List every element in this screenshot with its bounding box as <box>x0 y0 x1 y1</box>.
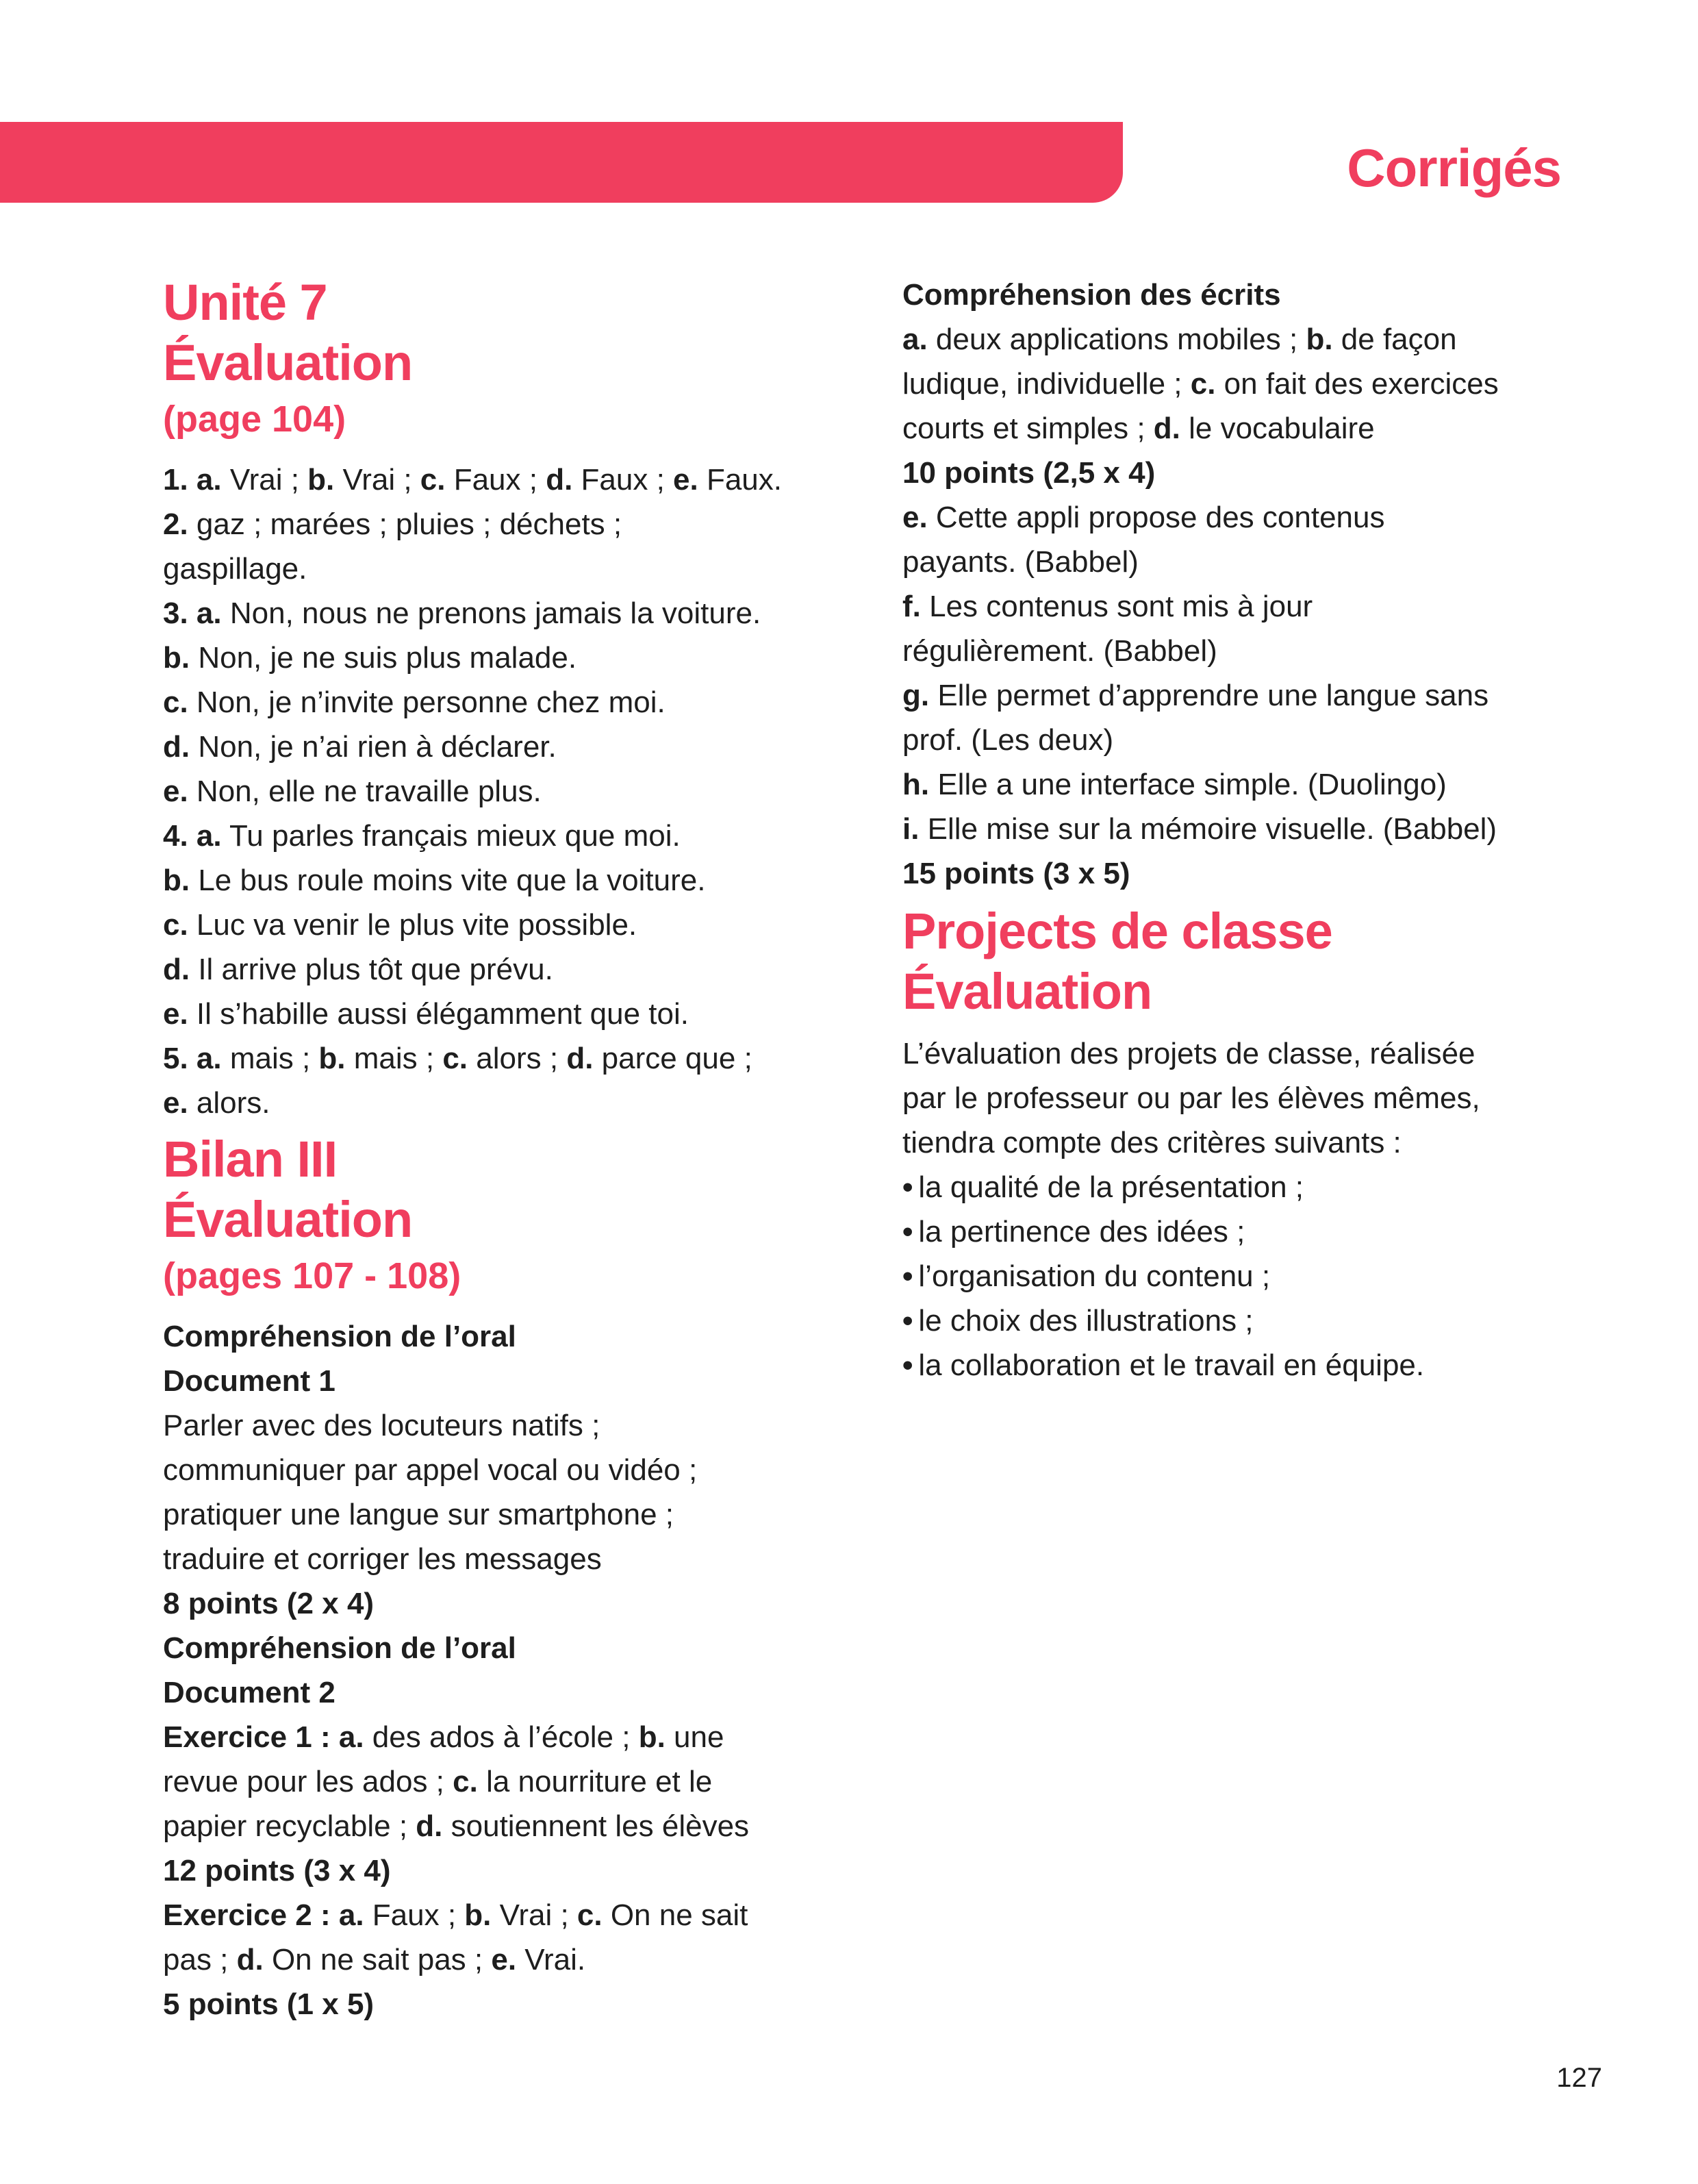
criteria-text: le choix des illustrations ; <box>918 1304 1254 1338</box>
answer-text: Non, je ne suis plus malade. <box>190 641 577 675</box>
criteria-text: la qualité de la présentation ; <box>918 1170 1304 1204</box>
answer-line <box>163 1715 848 1759</box>
section-title: Projects de classe <box>902 903 1332 959</box>
answer-text: le vocabulaire <box>1180 412 1375 445</box>
criteria-text: la pertinence des idées ; <box>918 1215 1245 1248</box>
answer-text: alors ; <box>468 1042 567 1075</box>
answer-text: Non, elle ne travaille plus. <box>188 775 542 808</box>
answer-line <box>163 1848 848 1893</box>
answer-label: Compréhension de l’oral <box>163 1320 516 1353</box>
section-subtitle: (pages 107 - 108) <box>163 1255 461 1296</box>
answer-line <box>902 629 1587 673</box>
answer-label: b. <box>307 463 335 497</box>
section-title: Unité 7 <box>163 274 327 331</box>
answer-label: 10 points (2,5 x 4) <box>902 456 1156 490</box>
answer-line <box>163 591 848 636</box>
answer-text: Non, nous ne prenons jamais la voiture. <box>221 597 761 630</box>
answer-text: pas ; <box>163 1943 237 1976</box>
answer-text: pratiquer une langue sur smartphone ; <box>163 1498 674 1531</box>
answer-text: Cette appli propose des contenus <box>927 501 1385 534</box>
answer-label: e. <box>491 1943 517 1976</box>
answer-label: 5 points (1 x 5) <box>163 1987 375 2021</box>
answer-line <box>163 502 848 547</box>
answer-label: Document 1 <box>163 1364 335 1398</box>
answer-text: une <box>665 1720 724 1754</box>
answer-label: g. <box>902 679 930 712</box>
answer-label: 12 points (3 x 4) <box>163 1854 391 1887</box>
criteria-item <box>902 1254 1587 1298</box>
intro-line: par le professeur ou par les élèves mêmes, <box>902 1081 1480 1115</box>
answer-text: deux applications mobiles ; <box>927 323 1306 356</box>
criteria-item <box>902 1298 1587 1343</box>
bullet-icon: • <box>902 1304 913 1338</box>
answer-line <box>163 1314 848 1359</box>
criteria-text: l’organisation du contenu ; <box>918 1259 1271 1293</box>
answer-line <box>902 273 1587 317</box>
answer-text: mais ; <box>345 1042 443 1075</box>
answer-label: c. <box>420 463 446 497</box>
answer-label: d. <box>163 730 190 764</box>
answer-line <box>163 814 848 858</box>
answer-label: Document 2 <box>163 1676 335 1709</box>
answer-text: Elle a une interface simple. (Duolingo) <box>929 768 1447 801</box>
answer-label: Exercice 2 : a. <box>163 1898 364 1932</box>
answer-line <box>163 725 848 769</box>
answer-text: Elle mise sur la mémoire visuelle. (Babbel) <box>919 812 1497 846</box>
answer-text: régulièrement. (Babbel) <box>902 634 1217 668</box>
answer-label: e. <box>163 1086 188 1120</box>
answer-text: Faux ; <box>364 1898 465 1932</box>
header-title: Corrigés <box>1347 138 1561 198</box>
answer-label: d. <box>236 1943 264 1976</box>
answer-line <box>163 1537 848 1581</box>
answer-line <box>902 718 1587 762</box>
answer-text: parce que ; <box>593 1042 752 1075</box>
answer-line <box>163 1448 848 1492</box>
answer-text: Non, je n’ai rien à déclarer. <box>190 730 557 764</box>
answer-line <box>163 547 848 591</box>
answer-label: e. <box>673 463 698 497</box>
answer-label: i. <box>902 812 920 846</box>
answer-line <box>163 992 848 1036</box>
answer-text: communiquer par appel vocal ou vidéo ; <box>163 1453 698 1487</box>
answer-label: b. <box>1306 323 1333 356</box>
answer-text: Il s’habille aussi élégamment que toi. <box>188 997 689 1031</box>
section-bilan-iii <box>163 1129 848 2026</box>
answer-label: b. <box>163 864 190 897</box>
answer-line <box>902 851 1587 896</box>
section-projects-de-classe <box>902 901 1587 1388</box>
answer-label: 1. a. <box>163 463 222 497</box>
answer-text: Parler avec des locuteurs natifs ; <box>163 1409 600 1442</box>
answer-label: 3. a. <box>163 597 222 630</box>
answer-text: courts et simples ; <box>902 412 1154 445</box>
bullet-icon: • <box>902 1348 913 1382</box>
answer-line <box>902 495 1587 540</box>
right-column <box>902 273 1587 1388</box>
section-comprehension-ecrits <box>902 273 1587 896</box>
answer-line <box>163 1081 848 1125</box>
answer-label: d. <box>416 1809 443 1843</box>
criteria-item <box>902 1343 1587 1388</box>
answer-label: e. <box>163 775 188 808</box>
answer-line <box>163 457 848 502</box>
answer-label: c. <box>453 1765 478 1798</box>
answer-text: Vrai ; <box>221 463 308 497</box>
intro-line: tiendra compte des critères suivants : <box>902 1126 1402 1159</box>
answer-text: traduire et corriger les messages <box>163 1542 602 1576</box>
answer-line <box>902 673 1587 718</box>
answer-line <box>163 1982 848 2026</box>
answer-line <box>163 1670 848 1715</box>
criteria-item <box>902 1165 1587 1209</box>
answer-line <box>163 1804 848 1848</box>
answer-text: Vrai ; <box>491 1898 577 1932</box>
answer-label: b. <box>318 1042 346 1075</box>
answer-text: Tu parles français mieux que moi. <box>221 819 681 853</box>
answer-label: 8 points (2 x 4) <box>163 1587 375 1620</box>
answer-text: Faux ; <box>445 463 546 497</box>
left-column <box>163 273 848 2026</box>
answer-text: gaspillage. <box>163 552 307 586</box>
answer-label: d. <box>163 953 190 986</box>
page-number: 127 <box>1556 2063 1602 2093</box>
criteria-text: la collaboration et le travail en équipe. <box>918 1348 1425 1382</box>
answer-line <box>163 1581 848 1626</box>
answer-line <box>163 1893 848 1937</box>
answer-lines <box>163 457 848 1125</box>
answer-line <box>163 769 848 814</box>
answer-label: c. <box>163 686 188 719</box>
answer-line <box>902 362 1587 406</box>
answer-text: revue pour les ados ; <box>163 1765 453 1798</box>
answer-line <box>163 903 848 947</box>
answer-line <box>163 1036 848 1081</box>
answer-text: Le bus roule moins vite que la voiture. <box>190 864 706 897</box>
answer-text: Faux. <box>698 463 782 497</box>
answer-label: Compréhension de l’oral <box>163 1631 516 1665</box>
answer-line <box>902 317 1587 362</box>
section-unite-7 <box>163 273 848 1125</box>
answer-text: Il arrive plus tôt que prévu. <box>190 953 553 986</box>
answer-text: Vrai ; <box>334 463 420 497</box>
header-banner <box>0 122 1123 203</box>
answer-label: c. <box>576 1898 603 1932</box>
answer-label: 2. <box>163 507 188 541</box>
answer-line <box>163 1403 848 1448</box>
answer-text: soutiennent les élèves <box>442 1809 750 1843</box>
answer-label: e. <box>163 997 188 1031</box>
answer-line <box>902 406 1587 451</box>
answer-label: 4. a. <box>163 819 222 853</box>
bullet-icon: • <box>902 1259 913 1293</box>
answer-text: mais ; <box>221 1042 319 1075</box>
answer-text: Luc va venir le plus vite possible. <box>188 908 637 942</box>
answer-label: h. <box>902 768 930 801</box>
answer-label: Exercice 1 : a. <box>163 1720 364 1754</box>
answer-label: c. <box>163 908 188 942</box>
answer-text: gaz ; marées ; pluies ; déchets ; <box>188 507 622 541</box>
answer-text: papier recyclable ; <box>163 1809 416 1843</box>
answer-text: des ados à l’école ; <box>364 1720 639 1754</box>
answer-label: a. <box>902 323 928 356</box>
answer-label: f. <box>902 590 921 623</box>
section-title: Évaluation <box>902 963 1152 1020</box>
answer-label: d. <box>546 463 573 497</box>
answer-text: alors. <box>188 1086 270 1120</box>
answer-label: Compréhension des écrits <box>902 278 1281 312</box>
answer-line <box>163 636 848 680</box>
bullet-icon: • <box>902 1215 913 1248</box>
answer-lines <box>902 273 1587 896</box>
section-title: Évaluation <box>163 334 413 391</box>
answer-label: 5. a. <box>163 1042 222 1075</box>
answer-text: Faux ; <box>572 463 674 497</box>
answer-line <box>902 762 1587 807</box>
answer-text: on fait des exercices <box>1215 367 1499 401</box>
answer-line <box>902 807 1587 851</box>
answer-text: de façon <box>1332 323 1457 356</box>
answer-label: d. <box>566 1042 594 1075</box>
answer-line <box>163 680 848 725</box>
answer-line <box>163 947 848 992</box>
answer-text: On ne sait <box>602 1898 748 1932</box>
answer-label: 15 points (3 x 5) <box>902 857 1130 890</box>
answer-lines <box>163 1314 848 2026</box>
answer-label: c. <box>1190 367 1216 401</box>
answer-line <box>163 1759 848 1804</box>
answer-label: e. <box>902 501 928 534</box>
answer-line <box>163 1626 848 1670</box>
answer-label: d. <box>1153 412 1180 445</box>
answer-label: c. <box>442 1042 468 1075</box>
answer-line <box>902 451 1587 495</box>
answer-text: la nourriture et le <box>477 1765 713 1798</box>
answer-line <box>902 584 1587 629</box>
answer-line <box>163 1359 848 1403</box>
answer-line <box>163 1492 848 1537</box>
answer-text: Elle permet d’apprendre une langue sans <box>929 679 1489 712</box>
section-title: Évaluation <box>163 1191 413 1248</box>
intro-line: L’évaluation des projets de classe, réalisée <box>902 1037 1475 1070</box>
answer-line <box>163 858 848 903</box>
section-title: Bilan III <box>163 1131 338 1188</box>
answer-text: payants. (Babbel) <box>902 545 1139 579</box>
answer-line <box>163 1937 848 1982</box>
answer-label: b. <box>464 1898 492 1932</box>
answer-label: b. <box>638 1720 666 1754</box>
section-subtitle: (page 104) <box>163 399 346 440</box>
answer-line <box>902 540 1587 584</box>
answer-text: prof. (Les deux) <box>902 723 1114 757</box>
answer-text: Vrai. <box>516 1943 586 1976</box>
criteria-item <box>902 1209 1587 1254</box>
answer-text: ludique, individuelle ; <box>902 367 1191 401</box>
answer-text: On ne sait pas ; <box>263 1943 492 1976</box>
answer-text: Non, je n’invite personne chez moi. <box>188 686 666 719</box>
answer-label: b. <box>163 641 190 675</box>
answer-text: Les contenus sont mis à jour <box>920 590 1313 623</box>
bullet-icon: • <box>902 1170 913 1204</box>
